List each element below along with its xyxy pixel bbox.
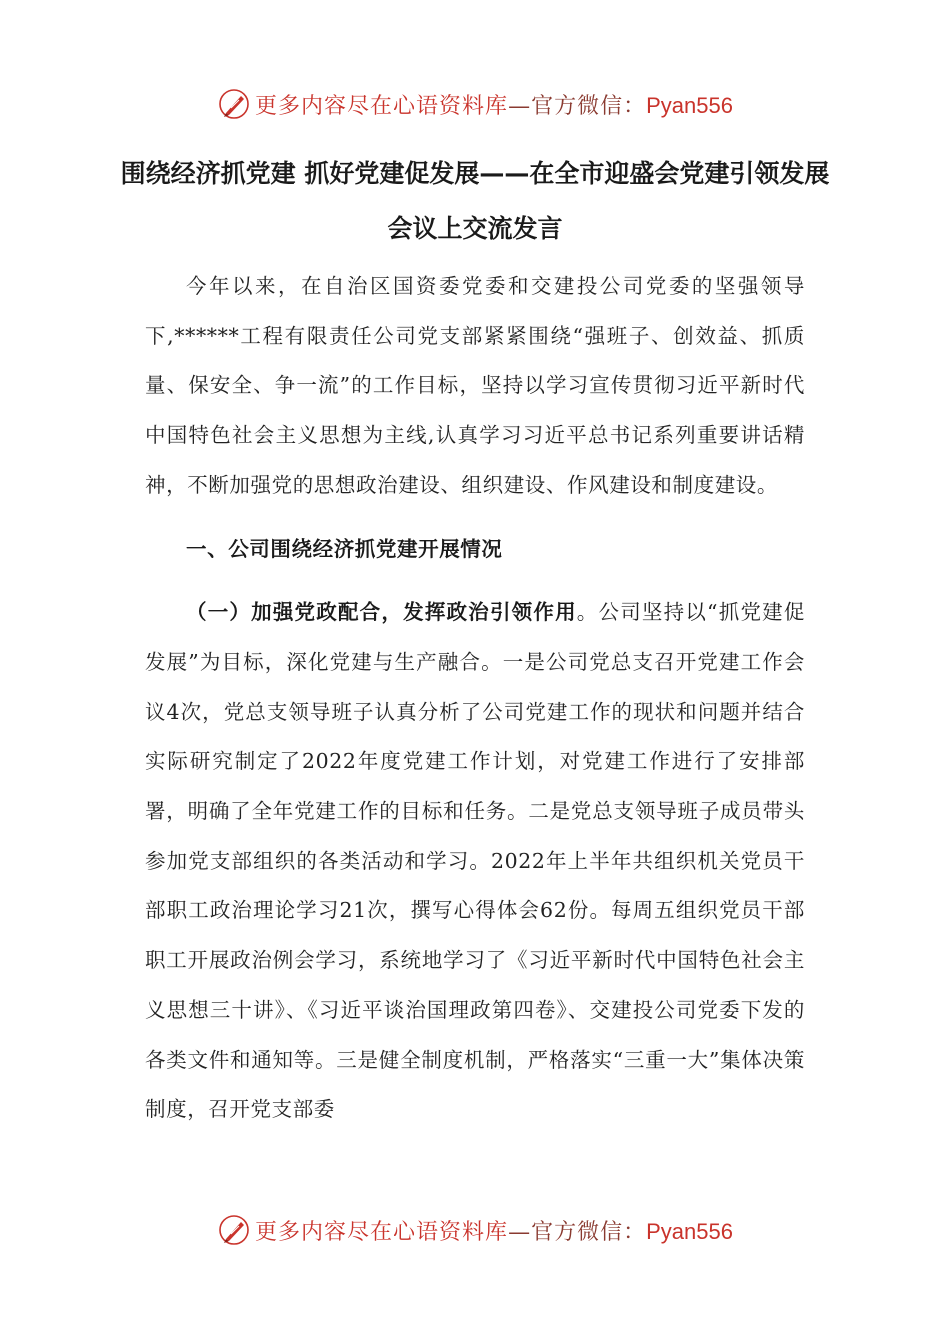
watermark-separator: —官方微信： <box>508 93 647 119</box>
subsection-body: 。公司坚持以“抓党建促发展”为目标，深化党建与生产融合。一是公司党总支召开党建工作会议4次，党总支领导班子认真分析了公司党建工作的现状和问题并结合实际研究制定了2022年度党建工作计划，对党建工作进行了安排部署，明确了全年党建工作的目标和任务。二是党总支领导班子成员带头参加党支部组织的各类活动和学习。2022年上半年共组织机关党员干部职工政治理论学习21次，撰写心得体会62份。每周五组织党员干部职工开展政治例会学习，系统地学习了《习近平新时代中国特色社会主义思想三十讲》、《习近平谈治国理政第四卷》、交建投公司党委下发的各类文件和通知等。三是健全制度机制，严格落实“三重一大”集体决策制度，召开党支部委 <box>145 600 805 1122</box>
watermark-banner-bottom <box>0 1210 950 1250</box>
subsection-lead: （一）加强党政配合，发挥政治引领作用 <box>186 600 577 625</box>
document-body <box>145 262 805 1135</box>
quill-pen-icon <box>217 87 251 121</box>
subsection-paragraph <box>145 588 805 1135</box>
watermark-banner-top <box>0 84 950 124</box>
watermark-text: 更多内容尽在心语资料库 <box>255 93 509 119</box>
watermark-wechat-id: Pyan556 <box>646 1218 733 1244</box>
watermark-wechat-id: Pyan556 <box>646 92 733 118</box>
document-title: 围绕经济抓党建 抓好党建促发展——在全市迎盛会党建引领发展会议上交流发言 <box>120 159 830 243</box>
watermark-text: 更多内容尽在心语资料库 <box>255 1219 509 1245</box>
section-heading: 一、公司围绕经济抓党建开展情况 <box>186 536 503 561</box>
intro-paragraph: 今年以来，在自治区国资委党委和交建投公司党委的坚强领导下,******工程有限责任公司党支部紧紧围绕“强班子、创效益、抓质量、保安全、争一流”的工作目标，坚持以学习宣传贯彻习近平新时代中国特色社会主义思想为主线,认真学习习近平总书记系列重要讲话精神，不断加强党的思想政治建设、组织建设、作风建设和制度建设。 <box>145 274 805 497</box>
quill-pen-icon <box>217 1213 251 1247</box>
watermark-separator: —官方微信： <box>508 1219 647 1245</box>
